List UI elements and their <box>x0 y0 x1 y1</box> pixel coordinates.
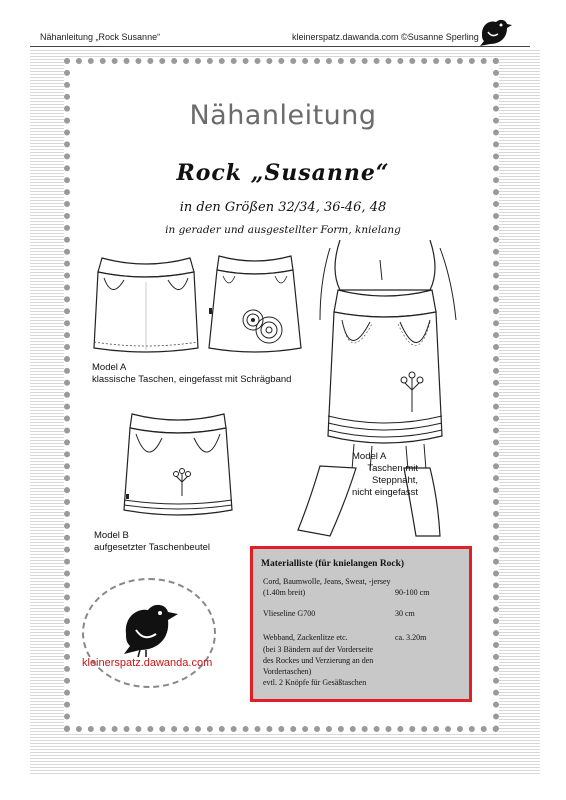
materials-row: des Rockes und Verzierung an den <box>263 656 374 665</box>
materials-list-box <box>250 546 472 702</box>
materials-row: (1.40m breit) <box>263 588 306 597</box>
materials-title: Materialliste (für knielangen Rock) <box>261 559 405 569</box>
bird-logo-icon <box>474 14 514 48</box>
materials-value: 90-100 cm <box>395 588 430 597</box>
caption-model-b-desc: aufgesetzter Taschenbeutel <box>94 542 211 553</box>
materials-row: (bei 3 Bändern auf der Vorderseite <box>263 645 374 654</box>
materials-row: Webband, Zackenlitze etc. <box>263 633 348 642</box>
skirt-model-b-illustration <box>118 408 238 526</box>
page-header <box>30 28 530 46</box>
size-range: in den Größen 32/34, 36-46, 48 <box>179 200 387 215</box>
caption-model-b <box>94 530 210 554</box>
materials-value: 30 cm <box>395 609 415 618</box>
page-title: Nähanleitung <box>189 100 377 131</box>
materials-value: ca. 3.20m <box>395 633 427 642</box>
caption-model-a2-line3: Steppnaht, <box>372 475 419 486</box>
caption-model-a-title: Model A <box>92 362 127 373</box>
materials-row: Vlieseline G700 <box>263 609 316 618</box>
pattern-name: Rock „Susanne“ <box>176 160 390 186</box>
header-divider <box>30 46 530 47</box>
caption-model-a <box>92 362 291 386</box>
caption-model-a2-title: Model A <box>352 451 387 462</box>
caption-model-a-figure <box>352 451 418 499</box>
materials-row: evtl. 2 Knöpfe für Gesäßtaschen <box>263 678 367 687</box>
caption-model-a2-line2: Taschen mit <box>367 463 419 474</box>
caption-model-b-title: Model B <box>94 530 129 541</box>
caption-model-a2-line4: nicht eingefasst <box>352 487 419 498</box>
form-description: in gerader und ausgestellter Form, knielang <box>165 224 401 236</box>
header-right-text: kleinerspatz.dawanda.com ©Susanne Sperling <box>292 32 479 42</box>
materials-row: Cord, Baumwolle, Jeans, Sweat, -jersey <box>263 577 391 586</box>
header-left-text: Nähanleitung „Rock Susanne“ <box>40 32 161 42</box>
caption-model-a-desc: klassische Taschen, eingefasst mit Schrägband <box>92 374 292 385</box>
sparrow-logo-icon <box>114 600 186 658</box>
logo-url-text[interactable]: kleinerspatz.dawanda.com <box>82 657 213 669</box>
materials-row: Vordertaschen) <box>263 667 312 676</box>
skirt-model-a-illustration <box>90 250 202 362</box>
